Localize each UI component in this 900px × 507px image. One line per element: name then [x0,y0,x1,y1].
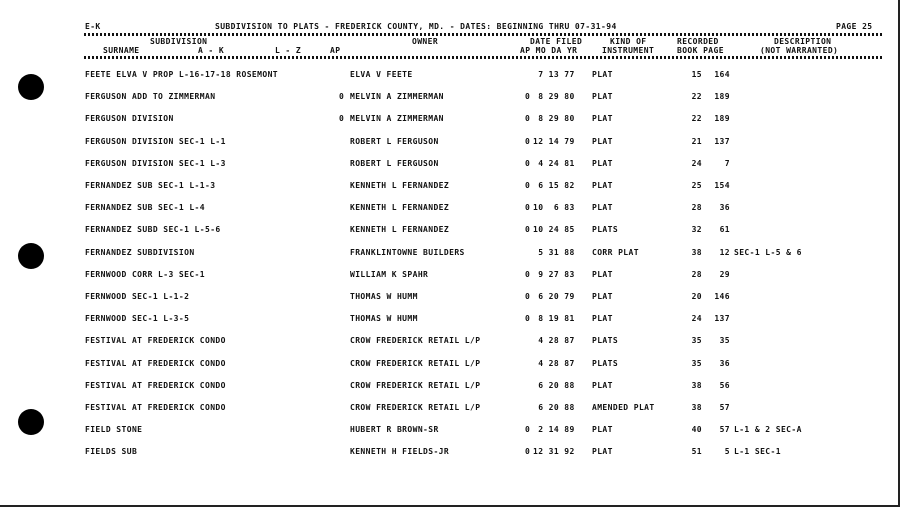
kind-of-instrument-cell: PLAT [592,114,613,124]
col-ap-mo-da-yr: AP MO DA YR [520,46,578,55]
date-ap-cell: 0 [525,314,531,324]
date-ap-cell: 0 [525,292,531,301]
kind-of-instrument-cell: AMENDED PLAT [592,403,655,412]
kind-of-instrument-cell: PLAT [592,92,613,102]
owner-cell: MELVIN A ZIMMERMAN [350,114,444,124]
kind-of-instrument-cell: PLAT [592,136,613,146]
kind-of-instrument-cell: PLAT [592,292,613,301]
subdivision-cell: FESTIVAL AT FREDERICK CONDO [85,336,226,346]
kind-of-instrument-cell: PLAT [592,447,613,457]
owner-cell: WILLIAM K SPAHR [350,269,429,279]
description-cell: SEC-1 L-5 & 6 [734,247,802,257]
book-cell: 28 [691,203,702,213]
date-filed-cell: 5 31 88 [533,247,575,257]
owner-cell: CROW FREDERICK RETAIL L/P [350,336,481,346]
date-ap-cell: 0 [525,136,531,146]
page-cell: 56 [719,380,730,390]
owner-cell: THOMAS W HUMM [350,292,418,301]
subdivision-cell: FESTIVAL AT FREDERICK CONDO [85,380,226,390]
date-filed-cell: 8 29 80 [533,114,575,124]
date-filed-cell: 6 20 88 [533,380,575,390]
owner-cell: MELVIN A ZIMMERMAN [350,92,444,102]
kind-of-instrument-cell: PLAT [592,181,613,190]
page-number: PAGE 25 [836,22,873,31]
subdivision-cell: FEETE ELVA V PROP L-16-17-18 ROSEMONT [85,70,279,79]
page-cell: 189 [714,92,730,102]
date-filed-cell: 4 28 87 [533,358,575,368]
col-owner: OWNER [412,37,439,46]
owner-cell: ELVA V FEETE [350,70,413,79]
kind-of-instrument-cell: PLATS [592,225,619,235]
book-cell: 22 [691,114,702,124]
page-cell: 137 [714,136,730,146]
date-filed-cell: 2 14 89 [533,425,575,435]
binder-hole [18,74,44,100]
kind-of-instrument-cell: PLATS [592,336,619,346]
page-cell: 36 [719,358,730,368]
book-cell: 40 [691,425,702,435]
date-filed-cell: 6 20 79 [533,292,575,301]
book-cell: 38 [691,403,702,412]
book-cell: 35 [691,358,702,368]
col-kind-of: KIND OF [610,37,647,46]
page-cell: 29 [719,269,730,279]
date-ap-cell: 0 [525,181,531,190]
date-filed-cell: 8 29 80 [533,92,575,102]
subdivision-cell: FERNWOOD SEC-1 L-3-5 [85,314,190,324]
date-filed-cell: 10 6 83 [533,203,575,213]
date-ap-cell: 0 [525,425,531,435]
date-filed-cell: 4 28 87 [533,336,575,346]
date-filed-cell: 10 24 85 [533,225,575,235]
col-a-k: A - K [198,46,225,55]
col-instrument: INSTRUMENT [602,46,655,55]
owner-cell: ROBERT L FERGUSON [350,136,439,146]
page-cell: 12 [719,247,730,257]
book-cell: 25 [691,181,702,190]
kind-of-instrument-cell: PLAT [592,314,613,324]
subdivision-cell: FERGUSON DIVISION [85,114,174,124]
date-ap-cell: 0 [525,447,531,457]
book-cell: 22 [691,92,702,102]
owner-cell: KENNETH L FERNANDEZ [350,225,450,235]
col-not-warranted: (NOT WARRANTED) [760,46,839,55]
book-cell: 24 [691,158,702,168]
ap-cell: 0 [339,92,345,102]
book-cell: 24 [691,314,702,324]
date-ap-cell: 0 [525,225,531,235]
date-filed-cell: 6 15 82 [533,181,575,190]
report-code: E-K [85,22,101,31]
report-title: SUBDIVISION TO PLATS - FREDERICK COUNTY, MD. - DATES: BEGINNING THRU 07-31-94 [215,22,617,31]
subdivision-cell: FERNANDEZ SUB SEC-1 L-1-3 [85,181,216,190]
date-filed-cell: 9 27 83 [533,269,575,279]
page-cell: 57 [719,425,730,435]
subdivision-cell: FERNWOOD SEC-1 L-1-2 [85,292,190,301]
col-date-filed: DATE FILED [530,37,583,46]
subdivision-cell: FIELD STONE [85,425,143,435]
book-cell: 15 [691,70,702,79]
owner-cell: HUBERT R BROWN-SR [350,425,439,435]
binder-hole [18,409,44,435]
star-rule-top [84,33,884,36]
ap-cell: 0 [339,114,345,124]
kind-of-instrument-cell: PLAT [592,380,613,390]
kind-of-instrument-cell: PLAT [592,158,613,168]
star-rule-bottom [84,56,884,59]
page-cell: 189 [714,114,730,124]
col-subdivision: SUBDIVISION [150,37,208,46]
owner-cell: CROW FREDERICK RETAIL L/P [350,380,481,390]
kind-of-instrument-cell: PLAT [592,203,613,213]
description-cell: L-1 & 2 SEC-A [734,425,802,435]
col-ap: AP [330,46,341,55]
kind-of-instrument-cell: PLATS [592,358,619,368]
page-cell: 146 [714,292,730,301]
date-filed-cell: 12 14 79 [533,136,575,146]
binder-hole [18,243,44,269]
book-cell: 38 [691,247,702,257]
col-description: DESCRIPTION [774,37,832,46]
subdivision-cell: FERGUSON DIVISION SEC-1 L-3 [85,158,226,168]
book-cell: 28 [691,269,702,279]
owner-cell: ROBERT L FERGUSON [350,158,439,168]
owner-cell: KENNETH L FERNANDEZ [350,203,450,213]
owner-cell: CROW FREDERICK RETAIL L/P [350,358,481,368]
owner-cell: KENNETH H FIELDS-JR [350,447,450,457]
subdivision-cell: FESTIVAL AT FREDERICK CONDO [85,358,226,368]
kind-of-instrument-cell: CORR PLAT [592,247,639,257]
description-cell: L-1 SEC-1 [734,447,781,457]
subdivision-cell: FERNANDEZ SUB SEC-1 L-4 [85,203,205,213]
kind-of-instrument-cell: PLAT [592,269,613,279]
date-filed-cell: 4 24 81 [533,158,575,168]
page-cell: 57 [719,403,730,412]
subdivision-cell: FERNANDEZ SUBDIVISION [85,247,195,257]
col-recorded: RECORDED [677,37,719,46]
subdivision-cell: FESTIVAL AT FREDERICK CONDO [85,403,226,412]
subdivision-cell: FERNANDEZ SUBD SEC-1 L-5-6 [85,225,221,235]
owner-cell: FRANKLINTOWNE BUILDERS [350,247,465,257]
page-cell: 61 [719,225,730,235]
page-cell: 35 [719,336,730,346]
book-cell: 38 [691,380,702,390]
book-cell: 32 [691,225,702,235]
book-cell: 21 [691,136,702,146]
date-ap-cell: 0 [525,158,531,168]
kind-of-instrument-cell: PLAT [592,70,613,79]
date-ap-cell: 0 [525,92,531,102]
subdivision-cell: FIELDS SUB [85,447,138,457]
page-cell: 36 [719,203,730,213]
page-cell: 7 [724,158,730,168]
page-cell: 137 [714,314,730,324]
book-cell: 35 [691,336,702,346]
subdivision-cell: FERNWOOD CORR L-3 SEC-1 [85,269,205,279]
book-cell: 51 [691,447,702,457]
page-cell: 154 [714,181,730,190]
book-cell: 20 [691,292,702,301]
page-cell: 5 [724,447,730,457]
date-ap-cell: 0 [525,269,531,279]
date-filed-cell: 8 19 81 [533,314,575,324]
date-filed-cell: 6 20 88 [533,403,575,412]
col-book-page: BOOK PAGE [677,46,724,55]
owner-cell: KENNETH L FERNANDEZ [350,181,450,190]
col-l-z: L - Z [275,46,302,55]
owner-cell: CROW FREDERICK RETAIL L/P [350,403,481,412]
owner-cell: THOMAS W HUMM [350,314,418,324]
subdivision-cell: FERGUSON DIVISION SEC-1 L-1 [85,136,226,146]
date-ap-cell: 0 [525,203,531,213]
col-surname: SURNAME [103,46,140,55]
date-ap-cell: 0 [525,114,531,124]
subdivision-cell: FERGUSON ADD TO ZIMMERMAN [85,92,216,102]
date-filed-cell: 12 31 92 [533,447,575,457]
date-filed-cell: 7 13 77 [533,70,575,79]
kind-of-instrument-cell: PLAT [592,425,613,435]
page-cell: 164 [714,70,730,79]
